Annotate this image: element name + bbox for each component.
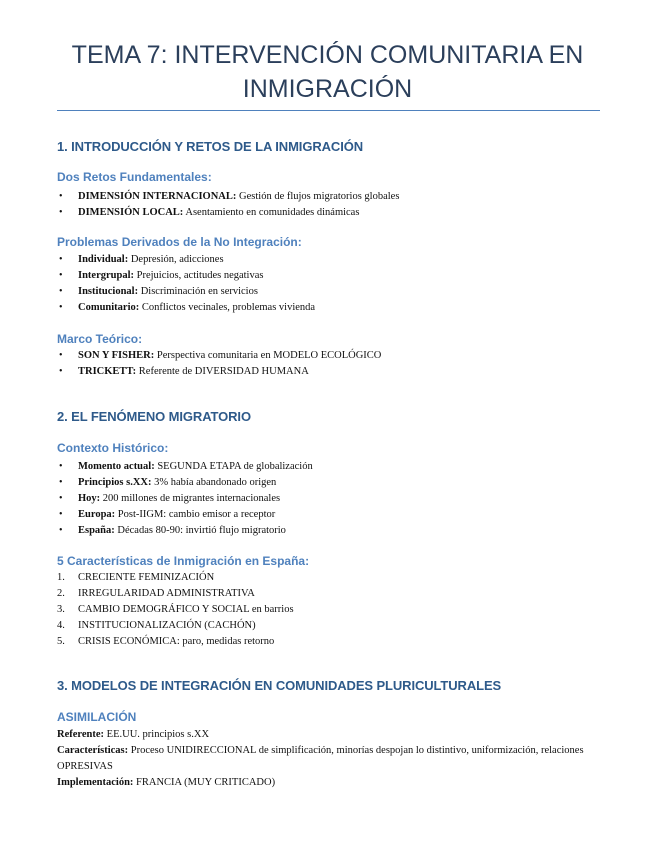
list-item: • Europa: Post-IIGM: cambio emisor a receptor [57,507,617,523]
contexto-heading: Contexto Histórico: [57,441,169,455]
list-item: 5. CRISIS ECONÓMICA: paro, medidas retorno [57,636,275,647]
marco-list [57,348,617,380]
bullet-icon: • [59,254,63,265]
section-3-heading: 3. MODELOS DE INTEGRACIÓN EN COMUNIDADES PLURICULTURALES [57,678,502,693]
bullet-icon: • [59,366,63,377]
list-item: • DIMENSIÓN INTERNACIONAL: Gestión de flujos migratorios globales [57,189,617,205]
list-item: 1. CRECIENTE FEMINIZACIÓN [57,572,215,583]
bullet-icon: • [59,350,63,361]
bullet-icon: • [59,302,63,313]
list-item: • Institucional: Discriminación en servicios [57,284,617,300]
bullet-icon: • [59,286,63,297]
retos-heading: Dos Retos Fundamentales: [57,170,212,184]
bullet-icon: • [59,191,63,202]
bullet-icon: • [59,461,63,472]
list-item: 3. CAMBIO DEMOGRÁFICO Y SOCIAL en barrios [57,604,294,615]
implementacion-line: Implementación: FRANCIA (MUY CRITICADO) [57,777,276,788]
bullet-icon: • [59,525,63,536]
title-underline [57,110,600,111]
bullet-icon: • [59,493,63,504]
document-title: TEMA 7: INTERVENCIÓN COMUNITARIA EN INMIGRACIÓN [71,41,584,103]
list-item: • Hoy: 200 millones de migrantes internacionales [57,491,617,507]
bullet-icon: • [59,509,63,520]
list-item: • Principios s.XX: 3% había abandonado origen [57,475,617,491]
bullet-icon: • [59,207,63,218]
list-item: 2. IRREGULARIDAD ADMINISTRATIVA [57,588,255,599]
list-item: 4. INSTITUCIONALIZACIÓN (CACHÓN) [57,620,256,631]
list-item: • España: Décadas 80-90: invirtió flujo migratorio [57,523,617,539]
section-1-heading: 1. INTRODUCCIÓN Y RETOS DE LA INMIGRACIÓN [57,139,364,154]
asimilacion-heading: ASIMILACIÓN [57,710,137,724]
marco-heading: Marco Teórico: [57,332,143,346]
list-item: • TRICKETT: Referente de DIVERSIDAD HUMANA [57,364,617,380]
retos-list [57,189,617,221]
list-item: • Momento actual: SEGUNDA ETAPA de globalización [57,459,617,475]
list-item: • Comunitario: Conflictos vecinales, problemas vivienda [57,300,617,316]
problemas-heading: Problemas Derivados de la No Integración: [57,235,302,249]
bullet-icon: • [59,270,63,281]
problemas-list [57,252,617,316]
list-item: • Individual: Depresión, adicciones [57,252,617,268]
list-item: • DIMENSIÓN LOCAL: Asentamiento en comunidades dinámicas [57,205,617,221]
contexto-list [57,459,617,539]
referente-line: Referente: EE.UU. principios s.XX [57,729,210,740]
list-item: • Intergrupal: Prejuicios, actitudes negativas [57,268,617,284]
asimilacion-body [57,727,617,791]
section-2-heading: 2. EL FENÓMENO MIGRATORIO [57,409,251,424]
list-item: • SON Y FISHER: Perspectiva comunitaria en MODELO ECOLÓGICO [57,348,617,364]
caracteristicas-heading: 5 Características de Inmigración en España: [57,554,310,568]
caracteristicas-line: Características: Proceso UNIDIRECCIONAL de simplificación, minorías despojan lo distintivo, uniformización, relaciones OPRESIVAS [57,745,584,772]
bullet-icon: • [59,477,63,488]
caracteristicas-list [57,570,617,650]
